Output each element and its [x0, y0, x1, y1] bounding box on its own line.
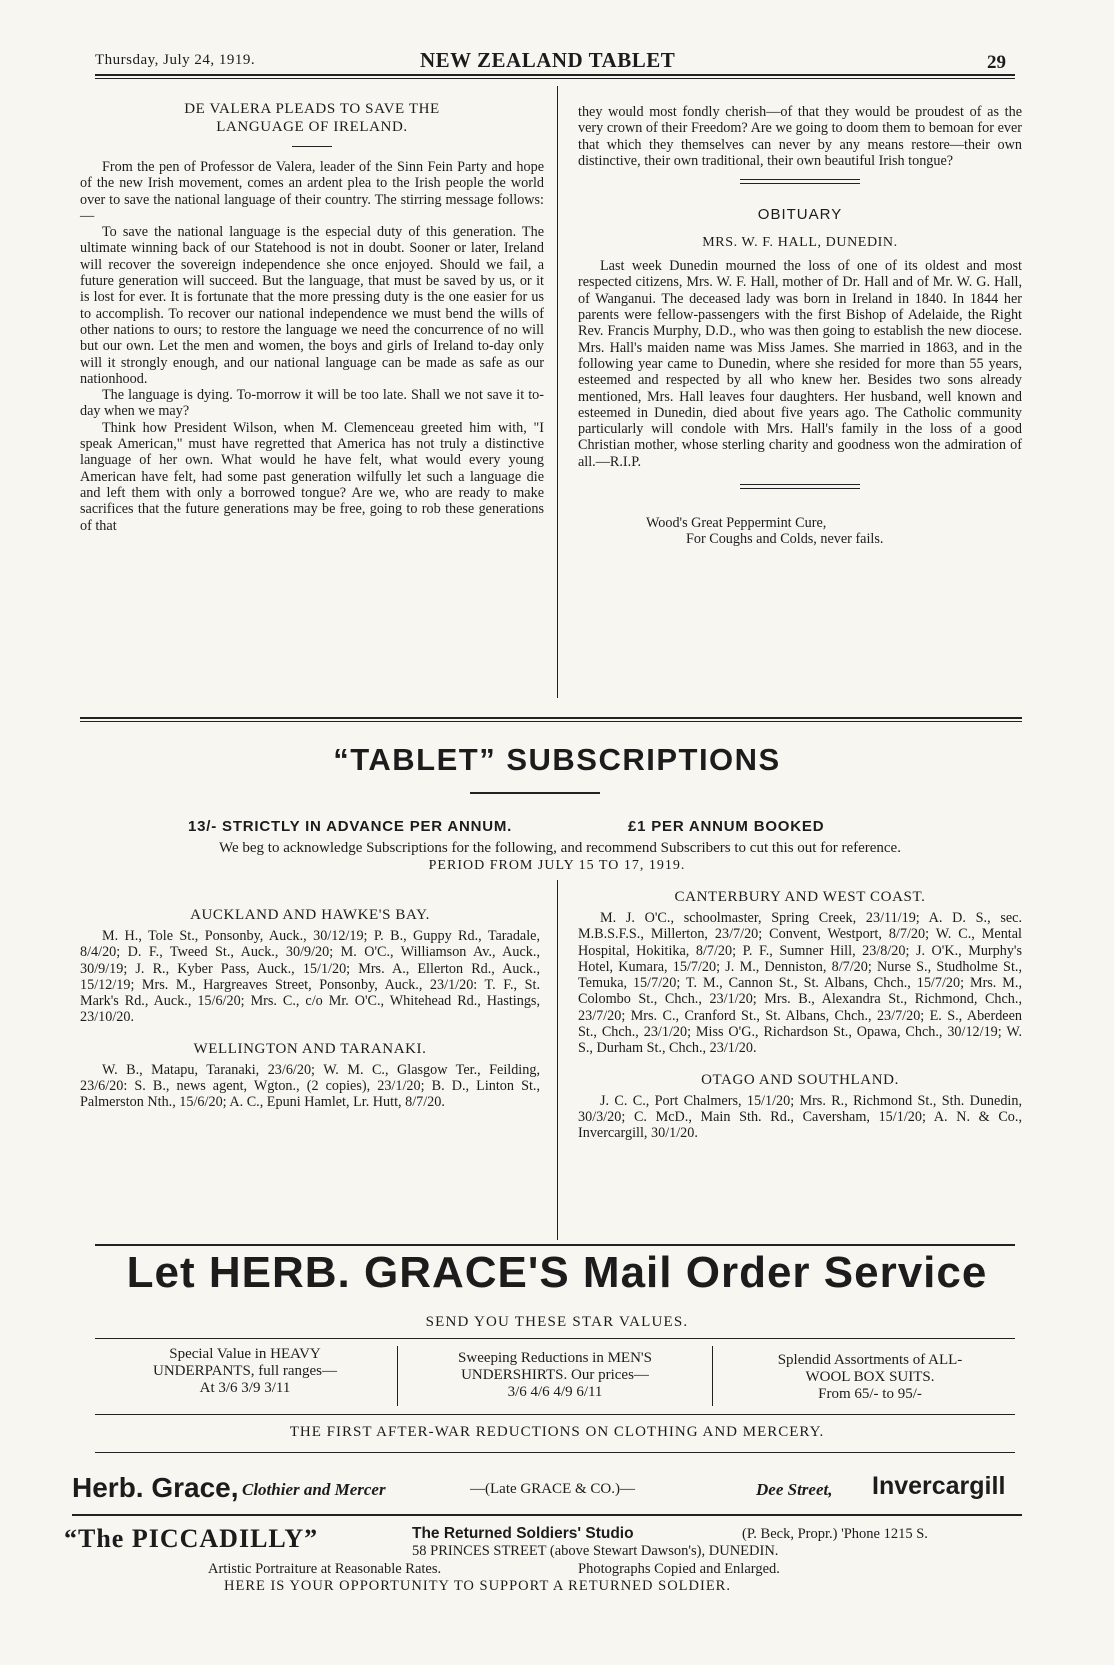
subscriptions-left: [80, 906, 540, 1111]
article-headline-line2: LANGUAGE OF IRELAND.: [216, 119, 408, 135]
subscriptions-rule-thin: [80, 721, 1022, 722]
herb-grace-late: —(Late GRACE & CO.)—: [470, 1481, 635, 1497]
region-list-otago: J. C. C., Port Chalmers, 15/1/20; Mrs. R., Richmond St., Sth. Dunedin, 30/3/20; C. McD., Main Sth. Rd., Caversham, 15/1/20; A. N. & Co., Invercargill, 30/1/20.: [578, 1092, 1022, 1142]
underpants-line-2: UNDERPANTS, full ranges—: [152, 1363, 338, 1379]
subscriptions-title: “TABLET” SUBSCRIPTIONS: [333, 742, 781, 777]
piccadilly-name: “The PICCADILLY”: [64, 1524, 319, 1553]
piccadilly-opportunity: HERE IS YOUR OPPORTUNITY TO SUPPORT A RETURNED SOLDIER.: [224, 1578, 731, 1594]
devalera-article: [80, 100, 544, 534]
article-para-2: To save the national language is the especial duty of this generation. The ultimate winning back of our Statehood is not in doubt. Sooner or later, Ireland will recover the sovereign independence she once enjoyed. Should we fail, a future generation will succeed. But the language, that must be saved by us, or it is lost for ever. It is fortunate that the more pressing duty is the one easier for us to accomplish. To recover our national independence we must bend the wills of other nations to ours; to restore the language we need the concurrence of no will but our own. Let the men and women, the boys and girls of Ireland to-day only will it strongly enough, and our national language can be made as safe as our nationhood.: [80, 224, 544, 387]
page-number: 29: [987, 52, 1006, 73]
herb-grace-name: Herb. Grace,: [72, 1472, 239, 1503]
star-value-undershirts: [405, 1350, 705, 1401]
first-after-war-line: THE FIRST AFTER-WAR REDUCTIONS ON CLOTHING AND MERCERY.: [289, 1424, 825, 1440]
obituary-heading: OBITUARY: [757, 206, 843, 224]
piccadilly-propr: (P. Beck, Propr.) 'Phone 1215 S.: [742, 1526, 928, 1542]
region-heading-auckland: AUCKLAND AND HAWKE'S BAY.: [190, 907, 430, 923]
star-value-underpants: [95, 1346, 395, 1397]
article-para-1: From the pen of Professor de Valera, leader of the Sinn Fein Party and hope of the new Irish movement, comes an ardent plea to the Irish people the world over to save the national language of their country. The stirring message follows:—: [80, 159, 544, 224]
right-column: [578, 104, 1022, 548]
header-rule: [95, 74, 1015, 76]
region-list-canterbury: M. J. O'C., schoolmaster, Spring Creek, 23/11/19; A. D. S., sec. M.B.S.F.S., Millerton, 23/7/20; Convent, Westport, 8/7/20; W. C., Mental Hospital, Hokitika, 8/7/20; P. F., Sumner Hill, 23/8/20; J. O'K., Murphy's Hotel, Kumara, 15/7/20; J. M., Denniston, 8/7/20; Nurse S., Studholme St., Temuka, 15/7/20; T. M., Cannon St., St. Albans, Chch., 15/7/20; Mrs. M., Colombo St., Chch., 23/1/20; Mrs. B., Alexandra St., Richmond, Chch., 23/7/20; Mrs. C., Cranford St., St. Albans, Chch., 23/7/20; E. S., Aberdeen St., Chch., 23/1/20; Miss O'G., Richardson St., Opawa, Chch., 30/12/19; W. S., Durham St., Chch., 23/1/20.: [578, 910, 1022, 1057]
acknowledgement: We beg to acknowledge Subscriptions for the following, and recommend Subscribers to cut this out for reference.: [219, 840, 901, 856]
herb-grace-street: Dee Street,: [756, 1480, 833, 1499]
piccadilly-studio: The Returned Soldiers' Studio: [412, 1525, 634, 1542]
region-list-auckland: M. H., Tole St., Ponsonby, Auck., 30/12/19; P. B., Guppy Rd., Taradale, 8/4/20; D. F., Tweed St., Auck., 30/9/20; M. O'C., Williamson Av., Auck., 30/9/19; J. R., Kyber Pass, Auck., 15/1/20; Mrs. A., Ellerton Rd., Auck., 15/12/19; Mrs. M., Hargreaves Street, Ponsonby, Auck., 23/1/20: T. F., St. Mark's Rd., Auck., 15/6/20; Mrs. C., c/o Mr. O'C., Whitehead Rd., Hastings, 23/10/20.: [80, 928, 540, 1026]
issue-date: Thursday, July 24, 1919.: [95, 52, 256, 68]
price-booked: £1 PER ANNUM BOOKED: [628, 818, 825, 835]
subscriptions-rule: [80, 717, 1022, 719]
herb-grace-ad-title: Let HERB. GRACE'S Mail Order Service: [126, 1248, 988, 1297]
suits-line-2: WOOL BOX SUITS.: [805, 1369, 935, 1385]
suits-prices: From 65/- to 95/-: [818, 1386, 922, 1402]
obituary-subject: MRS. W. F. HALL, DUNEDIN.: [702, 235, 898, 251]
undershirts-line-2: UNDERSHIRTS. Our prices—: [461, 1367, 649, 1383]
ad-rule-mid: [95, 1452, 1015, 1453]
ad-boxes-rule: [95, 1338, 1015, 1339]
underpants-prices: At 3/6 3/9 3/11: [199, 1380, 291, 1396]
region-heading-otago: OTAGO AND SOUTHLAND.: [701, 1071, 899, 1088]
subscriptions-right: [578, 888, 1022, 1142]
star-value-suits: [720, 1352, 1020, 1403]
article-headline: DE VALERA PLEADS TO SAVE THE: [184, 101, 440, 117]
herb-grace-town: Invercargill: [872, 1472, 1006, 1500]
piccadilly-portraiture: Artistic Portraiture at Reasonable Rates.: [208, 1561, 442, 1577]
headline-rule: [292, 146, 332, 147]
section-rule-2: [740, 484, 860, 489]
column-divider: [557, 86, 558, 698]
subscriptions-divider: [557, 880, 558, 1240]
ad-rule-bottom: [72, 1514, 1022, 1516]
undershirts-prices: 3/6 4/6 4/9 6/11: [507, 1384, 603, 1400]
piccadilly-photos: Photographs Copied and Enlarged.: [578, 1561, 780, 1577]
article-para-4: Think how President Wilson, when M. Clemenceau greeted him with, "I speak American," must have regretted that America has not truly a distinctive language of her own. What would he have felt, what would every young American have felt, had some past generation wilfully let such a language die and left them with only a borrowed tongue? Are we, who are ready to make sacrifices that the future generations may be free, going to rob these generations of that: [80, 419, 544, 534]
obituary-body: Last week Dunedin mourned the loss of one of its oldest and most respected citizens, Mrs. W. F. Hall, mother of Dr. Hall and of Mr. W. G. Hall, of Wanganui. The deceased lady was born in Ireland in 1840. In 1844 her parents were fellow-passengers with the first Bishop of Adelaide, the Right Rev. Francis Murphy, D.D., who was then going to establish the new diocese. Mrs. Hall's maiden name was Miss James. She married in 1863, and in the following year came to Dunedin, where she resided for more than 55 years, esteemed and respected by all who knew her. Besides two sons already mentioned, Mrs. Hall leaves four daughters. Her husband, well known and esteemed in Dunedin, died about five years ago. The Catholic community particularly will condole with Mrs. Hall's family in the loss of a good Christian mother, whose sterling charity and goodness won the admiration of all.—R.I.P.: [578, 258, 1022, 470]
woods-line-2: For Coughs and Colds, never fails.: [686, 531, 884, 548]
ad-rule-top: [95, 1244, 1015, 1246]
underpants-line-1: Special Value in HEAVY: [169, 1346, 321, 1362]
region-heading-canterbury: CANTERBURY AND WEST COAST.: [674, 889, 926, 905]
region-heading-wellington: WELLINGTON AND TARANAKI.: [193, 1040, 427, 1057]
piccadilly-address: 58 PRINCES STREET (above Stewart Dawson's), DUNEDIN.: [412, 1543, 779, 1559]
undershirts-line-1: Sweeping Reductions in MEN'S: [458, 1350, 652, 1366]
box-divider-1: [397, 1346, 398, 1406]
box-divider-2: [712, 1346, 713, 1406]
price-advance: 13/- STRICTLY IN ADVANCE PER ANNUM.: [188, 818, 513, 835]
subscriptions-title-rule: [470, 792, 600, 794]
subscription-period: PERIOD FROM JULY 15 TO 17, 1919.: [428, 858, 686, 873]
herb-grace-trade: Clothier and Mercer: [242, 1480, 386, 1499]
region-list-wellington: W. B., Matapu, Taranaki, 23/6/20; W. M. C., Glasgow Ter., Feilding, 23/6/20: S. B., news agent, Wgton., (2 copies), 23/1/20; B. D., Linton St., Palmerston Nth., 15/6/20; A. C., Epuni Hamlet, Lr. Hutt, 8/7/20.: [80, 1061, 540, 1111]
article-para-3: The language is dying. To-morrow it will be too late. Shall we not save it to-day when we may?: [80, 387, 544, 420]
masthead-title: NEW ZEALAND TABLET: [420, 48, 676, 72]
herb-grace-ad-subtitle: SEND YOU THESE STAR VALUES.: [425, 1314, 689, 1330]
header-rule-thin: [95, 78, 1015, 79]
ad-boxes-rule-bottom: [95, 1414, 1015, 1415]
article-continuation: they would most fondly cherish—of that they would be proudest of as the very crown of their Freedom? Are we going to doom them to bemoan for ever that which they themselves can never by any means restore—their own distinctive, their own traditional, their own beautiful Irish tongue?: [578, 104, 1022, 169]
woods-line-1: Wood's Great Peppermint Cure,: [646, 515, 827, 532]
suits-line-1: Splendid Assortments of ALL-: [777, 1352, 963, 1368]
section-rule: [740, 179, 860, 184]
